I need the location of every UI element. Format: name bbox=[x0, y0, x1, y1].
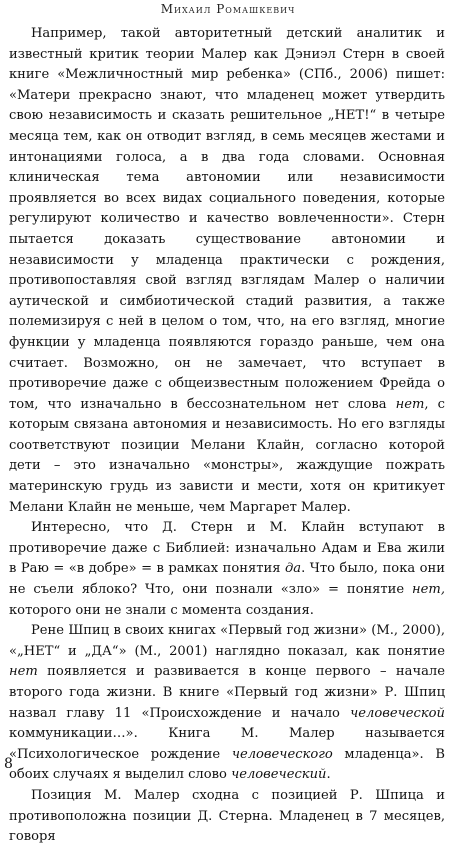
italic-word: нет bbox=[9, 664, 38, 680]
italic-word: человеческой bbox=[350, 705, 445, 721]
text-run: . Что было, пока они не съели яблоко? Что, они познали «зло» = понятие bbox=[9, 561, 445, 598]
paragraph-4 bbox=[9, 786, 445, 848]
text-run: появляется и развивается в конце первого – начале второго года жизни. В книге «Первый год жизни» Р. Шпиц назвал главу 11 «Происхождение и начало bbox=[9, 664, 445, 721]
text-run: Позиция М. Малер сходна с позицией Р. Шпица и противоположна позиции Д. Стерна. Младенец в 7 месяцев, говоря bbox=[9, 787, 445, 845]
italic-word: нет, bbox=[412, 582, 445, 598]
page-number: 8 bbox=[4, 756, 13, 772]
running-header: Михаил Ромашкевич bbox=[160, 2, 296, 16]
italic-word: нет bbox=[395, 396, 425, 412]
body-text bbox=[9, 24, 445, 848]
text-run: Например, такой авторитетный детский аналитик и известный критик теории Малер как Дэниэл Стерн в своей книге «Межличностный мир ребенка» (СПб., 2006) пишет: «Матери прекрасно знают, что младенец может утвердить свою независимость и сказать решительное „НЕТ!“ в четыре месяца тем, как он отводит взгляд, в семь месяцев жестами и интонациями голоса, а в два года словами. Основная клиническая тема автономии или независимости проявляется во всех видах социального поведения, которые регулируют количество и качество вовлеченности». Стерн пытается доказать существование автономии и независимости у младенца практически с рождения, противопоставляя свой взгляд взглядам Малер о наличии аутической и симбиотической стадий развития, а также полемизируя с ней в целом о том, что, на его взгляд, многие функции у младенца появляются гораздо раньше, чем она считает. Возможно, он не замечает, что вступает в противоречие даже с общеизвестным положением Фрейда о том, что изначально в бессознательном нет слова bbox=[9, 26, 445, 412]
text-run: Рене Шпиц в своих книгах «Первый год жизни» (М., 2000), «„НЕТ“ и „ДА“» (М., 2001) наглядно показал, как понятие bbox=[9, 623, 445, 659]
text-run: . bbox=[326, 767, 331, 783]
italic-word: человеческого bbox=[231, 746, 333, 762]
text-run: которого они не знали с момента создания. bbox=[9, 602, 314, 618]
paragraph-3 bbox=[9, 621, 445, 786]
italic-word: да bbox=[284, 561, 302, 577]
text-run: , с которым связана автономия и независимость. Но его взгляды соответствуют позиции Мелани Клайн, согласно которой дети – это изначально «монстры», жаждущие пожрать материнскую грудь из зависти и мести, хотя он критикует Мелани Клайн не меньше, чем Маргарет Малер. bbox=[9, 396, 445, 515]
italic-word: человеческий bbox=[231, 767, 327, 783]
text-run: Интересно, что Д. Стерн и М. Клайн вступают в противоречие даже с Библией: изначально Адам и Ева жили в Раю = «в добре» = в рамках понятия bbox=[9, 520, 445, 577]
text-run: коммуникации…». Книга М. Малер называется «Психологическое рождение bbox=[9, 726, 445, 762]
text-run: младенца». В обоих случаях я выделил слово bbox=[9, 746, 445, 783]
paragraph-1 bbox=[9, 24, 445, 518]
paragraph-2 bbox=[9, 518, 445, 621]
